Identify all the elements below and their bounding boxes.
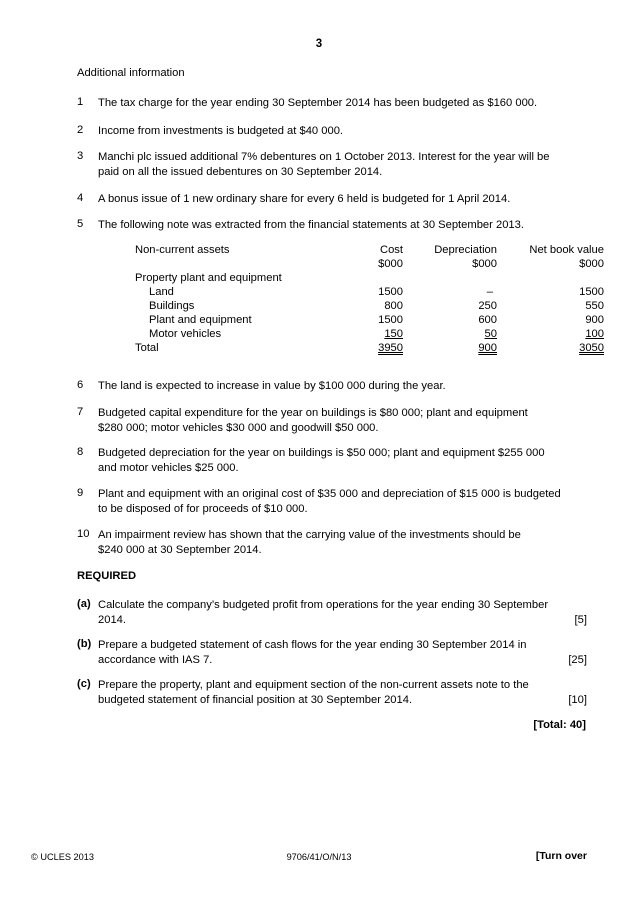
table-units-row (135, 257, 604, 271)
note-text: Income from investments is budgeted at $40 000. (98, 125, 344, 137)
row-cost: 800 (384, 300, 403, 312)
non-current-assets-table (135, 243, 604, 355)
part-text-line: Prepare a budgeted statement of cash flows for the year ending 30 September 2014 in (98, 639, 527, 651)
note-5 (77, 218, 587, 233)
note-number: 6 (77, 379, 84, 391)
note-number: 1 (77, 96, 84, 108)
note-3 (77, 150, 587, 180)
note-9 (77, 487, 587, 517)
note-text-line: $240 000 at 30 September 2014. (98, 544, 262, 556)
required-heading: REQUIRED (77, 570, 137, 582)
note-text: The land is expected to increase in value by $100 000 during the year. (98, 380, 446, 392)
table-group-row (135, 271, 604, 285)
row-depreciation: 50 (484, 328, 497, 340)
part-label: (a) (77, 598, 91, 610)
unit-nbv: $000 (579, 258, 604, 270)
table-row (135, 285, 604, 299)
total-marks: [Total: 40] (533, 719, 586, 731)
required-part-c (77, 678, 587, 708)
part-marks: [25] (568, 654, 587, 666)
group-label: Property plant and equipment (135, 272, 282, 284)
header-cost: Cost (379, 244, 403, 256)
note-text-line: Manchi plc issued additional 7% debentures on 1 October 2013. Interest for the year will be (98, 151, 550, 163)
table-total-row (135, 341, 604, 355)
row-cost: 150 (384, 328, 403, 340)
table-row (135, 299, 604, 313)
unit-depreciation: $000 (472, 258, 497, 270)
header-depreciation: Depreciation (434, 244, 497, 256)
note-text: A bonus issue of 1 new ordinary share for every 6 held is budgeted for 1 April 2014. (98, 193, 511, 205)
row-label: Plant and equipment (149, 314, 252, 326)
note-4 (77, 192, 587, 207)
page-number: 3 (315, 38, 323, 50)
footer-code: 9706/41/O/N/13 (286, 852, 352, 862)
note-1 (77, 96, 587, 111)
part-text-line: budgeted statement of financial position at 30 September 2014. (98, 694, 413, 706)
row-depreciation: – (486, 286, 493, 298)
table-row (135, 313, 604, 327)
total-cost: 3950 (378, 342, 403, 354)
note-number: 8 (77, 446, 84, 458)
row-label: Buildings (149, 300, 195, 312)
note-7 (77, 406, 587, 436)
note-text-line: Plant and equipment with an original cost of $35 000 and depreciation of $15 000 is budgeted (98, 488, 561, 500)
table-header-row (135, 243, 604, 257)
row-depreciation: 600 (478, 314, 497, 326)
note-text-line: and motor vehicles $25 000. (98, 462, 239, 474)
note-2 (77, 124, 587, 139)
part-label: (b) (77, 638, 92, 650)
footer-copyright: © UCLES 2013 (31, 852, 94, 862)
part-text-line: Calculate the company’s budgeted profit from operations for the year ending 30 September (98, 599, 549, 611)
total-nbv: 3050 (579, 342, 604, 354)
note-number: 5 (77, 218, 84, 230)
note-6 (77, 379, 587, 394)
table-row (135, 327, 604, 341)
part-marks: [10] (568, 694, 587, 706)
row-nbv: 100 (585, 328, 604, 340)
part-text-line: Prepare the property, plant and equipment section of the non-current assets note to the (98, 679, 529, 691)
header-label: Non-current assets (135, 244, 230, 256)
note-number: 2 (77, 124, 84, 136)
note-10 (77, 528, 587, 558)
note-text-line: to be disposed of for proceeds of $10 000. (98, 503, 308, 515)
note-text-line: Budgeted capital expenditure for the year on buildings is $80 000; plant and equipment (98, 407, 528, 419)
row-nbv: 1500 (579, 286, 604, 298)
note-number: 7 (77, 406, 84, 418)
required-part-a (77, 598, 587, 628)
part-marks: [5] (574, 614, 587, 626)
part-label: (c) (77, 678, 91, 690)
header-nbv: Net book value (529, 244, 604, 256)
note-number: 4 (77, 192, 84, 204)
row-nbv: 900 (585, 314, 604, 326)
total-label: Total (135, 342, 159, 354)
row-nbv: 550 (585, 300, 604, 312)
row-label: Motor vehicles (149, 328, 222, 340)
additional-information-heading: Additional information (77, 67, 185, 79)
note-number: 10 (77, 528, 90, 540)
note-text: The tax charge for the year ending 30 September 2014 has been budgeted as $160 000. (98, 97, 538, 109)
row-label: Land (149, 286, 174, 298)
note-text-line: $280 000; motor vehicles $30 000 and goodwill $50 000. (98, 422, 379, 434)
note-text-line: Budgeted depreciation for the year on buildings is $50 000; plant and equipment $255 000 (98, 447, 545, 459)
part-text-line: accordance with IAS 7. (98, 654, 213, 666)
required-part-b (77, 638, 587, 668)
note-number: 9 (77, 487, 84, 499)
row-cost: 1500 (378, 286, 403, 298)
note-text: The following note was extracted from the financial statements at 30 September 2013. (98, 219, 524, 231)
note-text-line: paid on all the issued debentures on 30 September 2014. (98, 166, 383, 178)
row-cost: 1500 (378, 314, 403, 326)
part-text-line: 2014. (98, 614, 126, 626)
footer-turn-over: [Turn over (535, 850, 587, 862)
note-number: 3 (77, 150, 84, 162)
unit-cost: $000 (378, 258, 403, 270)
total-depreciation: 900 (478, 342, 497, 354)
note-8 (77, 446, 587, 476)
row-depreciation: 250 (478, 300, 497, 312)
note-text-line: An impairment review has shown that the carrying value of the investments should be (98, 529, 521, 541)
